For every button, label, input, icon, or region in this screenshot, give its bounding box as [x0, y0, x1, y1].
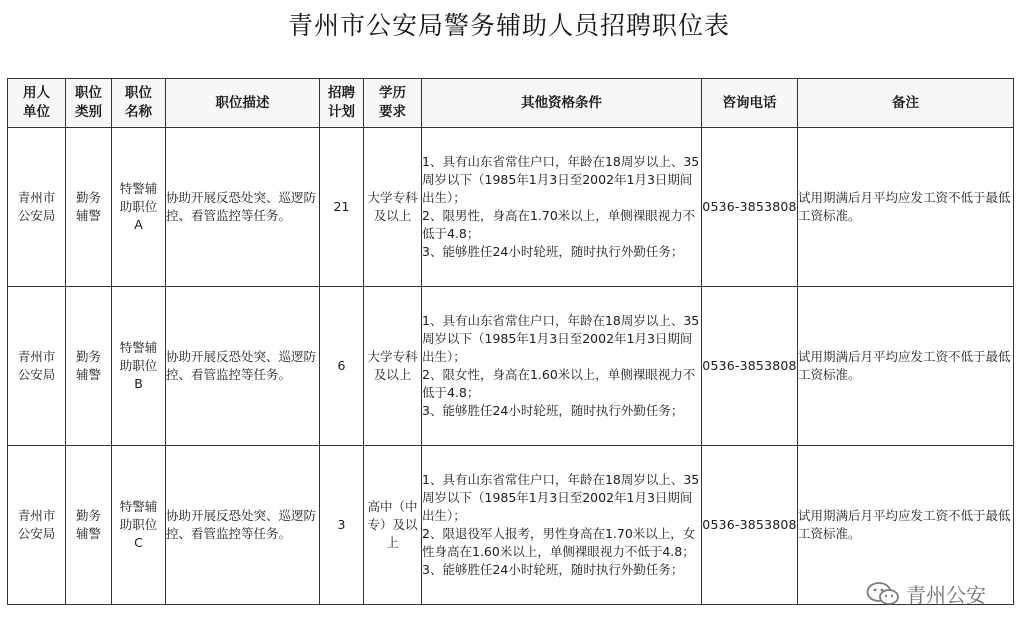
wechat-icon — [866, 581, 900, 607]
cell-phone: 0536-3853808 — [702, 128, 798, 287]
cell-category: 勤务 辅警 — [66, 128, 112, 287]
cell-quota: 6 — [320, 287, 364, 446]
header-description: 职位描述 — [166, 79, 320, 128]
header-name: 职位 名称 — [112, 79, 166, 128]
header-conditions: 其他资格条件 — [422, 79, 702, 128]
header-note: 备注 — [798, 79, 1014, 128]
cell-note: 试用期满后月平均应发工资不低于最低工资标准。 — [798, 446, 1014, 605]
header-category: 职位 类别 — [66, 79, 112, 128]
cell-conditions: 1、具有山东省常住户口，年龄在18周岁以上、35周岁以下（1985年1月3日至2002年1月3日期间出生）； 2、限退役军人报考，男性身高在1.70米以上，女性身高在1.60米以上，单侧裸眼视力不低于4.8； 3、能够胜任24小时轮班，随时执行外勤任务； — [422, 446, 702, 605]
cell-description: 协助开展反恐处突、巡逻防控、看管监控等任务。 — [166, 446, 320, 605]
cell-note: 试用期满后月平均应发工资不低于最低工资标准。 — [798, 128, 1014, 287]
cell-phone: 0536-3853808 — [702, 287, 798, 446]
watermark — [866, 579, 986, 608]
cell-education: 高中（中专）及以上 — [364, 446, 422, 605]
table-row — [8, 128, 1014, 287]
cell-phone: 0536-3853808 — [702, 446, 798, 605]
header-unit: 用人 单位 — [8, 79, 66, 128]
cell-category: 勤务 辅警 — [66, 287, 112, 446]
page-title: 青州市公安局警务辅助人员招聘职位表 — [287, 11, 730, 40]
header-quota: 招聘 计划 — [320, 79, 364, 128]
table-row — [8, 446, 1014, 605]
table-row — [8, 287, 1014, 446]
cell-note: 试用期满后月平均应发工资不低于最低工资标准。 — [798, 287, 1014, 446]
cell-description: 协助开展反恐处突、巡逻防控、看管监控等任务。 — [166, 287, 320, 446]
cell-conditions: 1、具有山东省常住户口，年龄在18周岁以上、35周岁以下（1985年1月3日至2002年1月3日期间出生）； 2、限女性，身高在1.60米以上，单侧裸眼视力不低于4.8； 3、能够胜任24小时轮班，随时执行外勤任务； — [422, 287, 702, 446]
cell-position-name: 特警辅 助职位 C — [112, 446, 166, 605]
cell-education: 大学专科及以上 — [364, 287, 422, 446]
cell-quota: 21 — [320, 128, 364, 287]
cell-position-name: 特警辅 助职位 B — [112, 287, 166, 446]
cell-education: 大学专科及以上 — [364, 128, 422, 287]
cell-quota: 3 — [320, 446, 364, 605]
header-row — [8, 79, 1014, 128]
cell-position-name: 特警辅 助职位 A — [112, 128, 166, 287]
header-education: 学历 要求 — [364, 79, 422, 128]
cell-unit: 青州市 公安局 — [8, 128, 66, 287]
watermark-text: 青州公安 — [906, 583, 986, 607]
cell-conditions: 1、具有山东省常住户口，年龄在18周岁以上、35周岁以下（1985年1月3日至2002年1月3日期间出生）； 2、限男性，身高在1.70米以上，单侧裸眼视力不低于4.8； 3、能够胜任24小时轮班，随时执行外勤任务； — [422, 128, 702, 287]
cell-category: 勤务 辅警 — [66, 446, 112, 605]
recruitment-table — [7, 78, 1014, 605]
header-phone: 咨询电话 — [702, 79, 798, 128]
cell-description: 协助开展反恐处突、巡逻防控、看管监控等任务。 — [166, 128, 320, 287]
cell-unit: 青州市 公安局 — [8, 287, 66, 446]
cell-unit: 青州市 公安局 — [8, 446, 66, 605]
